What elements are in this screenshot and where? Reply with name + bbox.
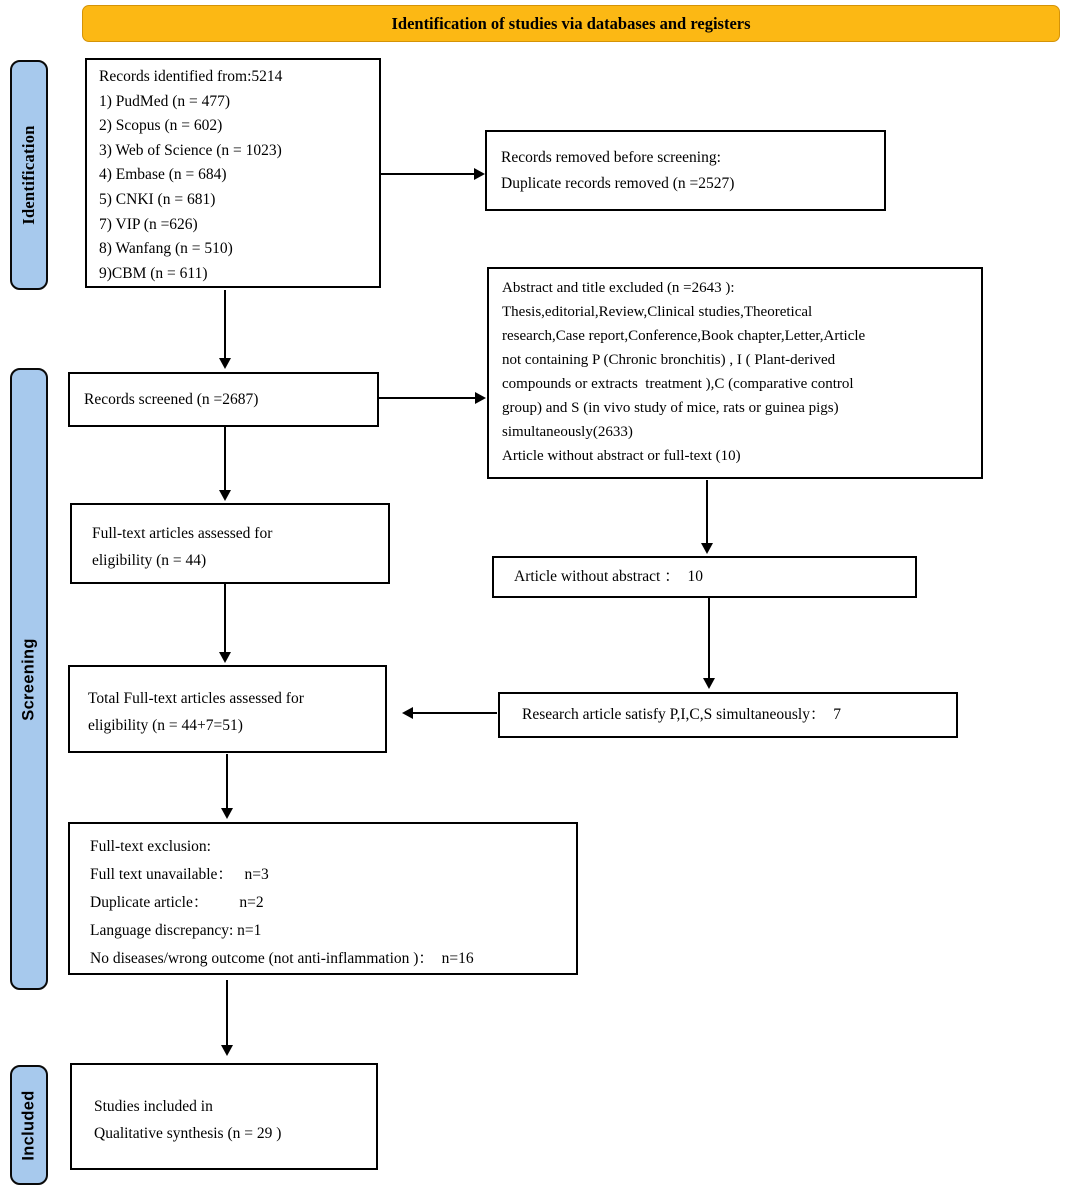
arrow-shaft — [224, 584, 226, 653]
box-text-line: Records removed before screening: — [501, 149, 721, 166]
box-text-line: 3) Web of Science (n = 1023) — [99, 141, 282, 159]
box-text-line: Records screened (n =2687) — [84, 391, 259, 408]
box-text-line: compounds or extracts treatment ),C (comparative control — [502, 376, 854, 392]
box-text-line: not containing P (Chronic bronchitis) , I ( Plant-derived — [502, 352, 836, 368]
stage-label-included — [10, 1065, 48, 1185]
box-text-line: 1) PudMed (n = 477) — [99, 92, 231, 110]
arrow-shaft — [224, 427, 226, 491]
box-text-line: eligibility (n = 44) — [92, 552, 207, 569]
box-text-line: research,Case report,Conference,Book chapter,Letter,Article — [502, 328, 866, 344]
box-text-line: Abstract and title excluded (n =2643 ): — [502, 280, 735, 296]
box-text-line: Article without abstract or full-text (10) — [502, 448, 741, 464]
stage-label-included-text: Included — [19, 1089, 38, 1161]
box-text-line: simultaneously(2633) — [502, 424, 633, 440]
box-text-line: Full-text articles assessed for — [92, 525, 273, 542]
arrow-shaft — [412, 712, 497, 714]
arrow-head — [475, 392, 486, 404]
arrow-head — [703, 678, 715, 689]
arrow-shaft — [708, 598, 710, 679]
box-records-removed — [485, 130, 886, 211]
box-text-line: Records identified from:5214 — [99, 68, 283, 85]
arrow-head — [701, 543, 713, 554]
box-text-line: 9)CBM (n = 611) — [99, 264, 208, 282]
box-fulltext-exclusion — [68, 822, 578, 975]
arrow-head — [402, 707, 413, 719]
box-studies-included — [70, 1063, 378, 1170]
box-text-line: Studies included in — [94, 1098, 213, 1115]
box-fulltext-assessed — [70, 503, 390, 584]
arrow-shaft — [706, 480, 708, 544]
arrow-exclusion-to-included — [221, 980, 233, 1056]
arrow-total-to-exclusion — [221, 754, 233, 819]
arrow-head — [219, 358, 231, 369]
arrow-noabstract-to-research — [703, 598, 715, 689]
box-text-line: group) and S (in vivo study of mice, rats or guinea pigs) — [502, 400, 839, 416]
arrow-head — [474, 168, 485, 180]
box-abstract-title-excluded — [487, 267, 983, 479]
box-text-line: 5) CNKI (n = 681) — [99, 190, 216, 208]
arrow-head — [221, 808, 233, 819]
stage-label-screening — [10, 368, 48, 990]
arrow-screened-to-excluded — [379, 392, 486, 404]
box-records-screened — [68, 372, 379, 427]
arrow-identified-to-removed — [381, 168, 485, 180]
box-text-line: 8) Wanfang (n = 510) — [99, 240, 233, 258]
arrow-head — [221, 1045, 233, 1056]
box-text-line: Thesis,editorial,Review,Clinical studies,Theoretical — [502, 304, 813, 320]
box-text-line: Duplicate records removed (n =2527) — [501, 175, 735, 192]
arrow-shaft — [226, 980, 228, 1046]
arrow-excluded-to-noabstract — [701, 480, 713, 554]
box-text-line: Full-text exclusion: — [90, 838, 211, 855]
box-text-line: Qualitative synthesis (n = 29 ) — [94, 1125, 282, 1142]
arrow-shaft — [224, 290, 226, 359]
stage-label-screening-text: Screening — [19, 637, 38, 721]
banner-title: Identification of studies via databases and registers — [391, 13, 751, 33]
box-text-line: eligibility (n = 44+7=51) — [88, 717, 243, 734]
box-text-line: 4) Embase (n = 684) — [99, 166, 227, 184]
box-records-identified — [85, 58, 381, 288]
box-article-without-abstract — [492, 556, 917, 598]
arrow-head — [219, 652, 231, 663]
box-text-line: Total Full-text articles assessed for — [88, 690, 304, 707]
arrow-fulltext-to-total — [219, 584, 231, 663]
box-total-fulltext-assessed — [68, 665, 387, 753]
box-text-line: Article without abstract ： 10 — [514, 568, 703, 585]
box-text-line: No diseases/wrong outcome (not anti-inflammation )： n=16 — [90, 950, 474, 967]
box-text-line: 2) Scopus (n = 602) — [99, 117, 223, 135]
arrow-research-to-total — [402, 707, 497, 719]
arrow-shaft — [381, 173, 475, 175]
stage-label-identification-text: Identification — [19, 125, 39, 225]
box-text-line: Research article satisfy P,I,C,S simultaneously： 7 — [522, 706, 841, 723]
stage-label-identification — [10, 60, 48, 290]
box-text-line: Duplicate article： n=2 — [90, 894, 264, 911]
arrow-screened-to-fulltext — [219, 427, 231, 501]
box-text-line: Language discrepancy: n=1 — [90, 922, 262, 939]
arrow-shaft — [379, 397, 476, 399]
banner — [82, 5, 1060, 42]
box-text-line: Full text unavailable： n=3 — [90, 866, 269, 883]
box-text-line: 7) VIP (n =626) — [99, 215, 198, 233]
arrow-identified-to-screened — [219, 290, 231, 369]
box-research-article-satisfy — [498, 692, 958, 738]
arrow-head — [219, 490, 231, 501]
arrow-shaft — [226, 754, 228, 809]
